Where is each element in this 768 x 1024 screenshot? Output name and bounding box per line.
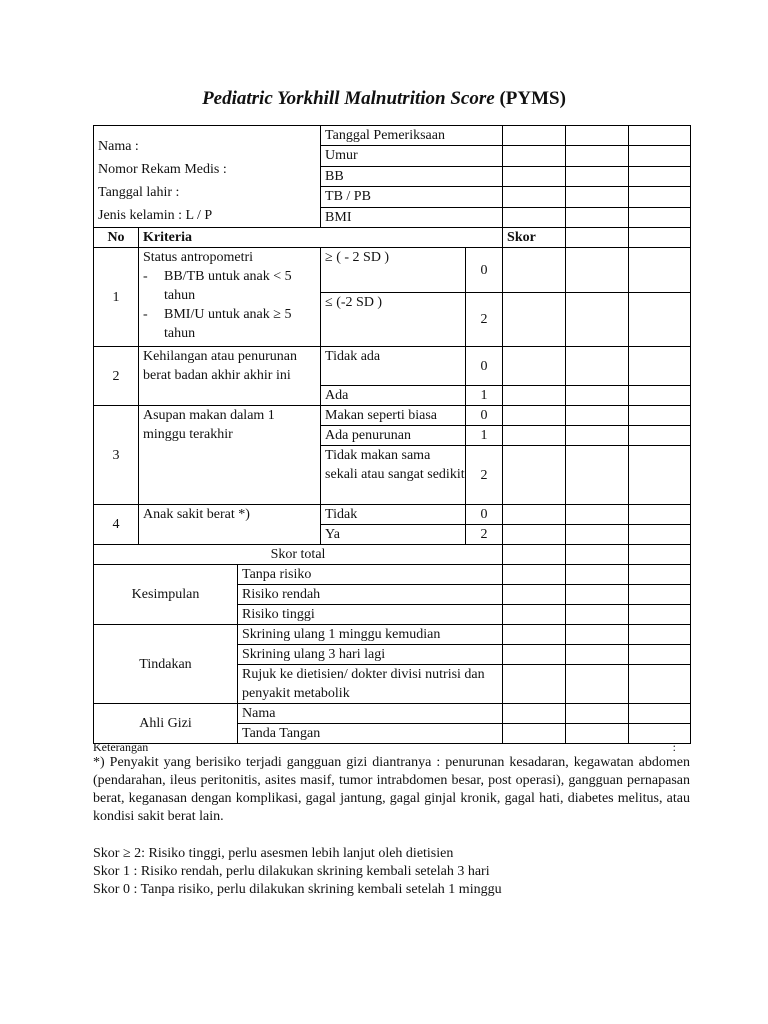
- check-cell[interactable]: [503, 665, 566, 704]
- check-cell[interactable]: [629, 605, 691, 625]
- option-label: Ada penurunan: [321, 426, 466, 446]
- ahli-gizi-label: Ahli Gizi: [94, 704, 238, 744]
- row4-criteria: Anak sakit berat *): [139, 505, 321, 545]
- label-umur: Umur: [321, 146, 503, 166]
- kesimpulan-option: Risiko rendah: [238, 585, 503, 605]
- skor-cell[interactable]: [503, 248, 566, 293]
- keterangan-colon: :: [672, 740, 676, 754]
- check-cell[interactable]: [566, 565, 629, 585]
- header-kriteria: Kriteria: [139, 228, 503, 248]
- input-cell[interactable]: [566, 187, 629, 207]
- field-nomor-rekam-medis: Nomor Rekam Medis :: [98, 162, 227, 177]
- tindakan-label: Tindakan: [94, 625, 238, 704]
- label-bb: BB: [321, 166, 503, 186]
- row3-criteria: Asupan makan dalam 1 minggu terakhir: [139, 406, 321, 505]
- skor-total-label: Skor total: [94, 545, 503, 565]
- tindakan-option: Skrining ulang 1 minggu kemudian: [238, 625, 503, 645]
- skor-cell[interactable]: [503, 293, 566, 347]
- header-blank: [629, 228, 691, 248]
- option-score: 1: [466, 386, 503, 406]
- skor-cell[interactable]: [503, 386, 566, 406]
- input-cell[interactable]: [566, 207, 629, 227]
- field-jenis-kelamin: Jenis kelamin : L / P: [98, 208, 213, 223]
- check-cell[interactable]: [503, 585, 566, 605]
- skor-cell[interactable]: [566, 386, 629, 406]
- input-cell[interactable]: [629, 207, 691, 227]
- skor-cell[interactable]: [503, 545, 566, 565]
- skor-cell[interactable]: [566, 248, 629, 293]
- form-title: [0, 88, 768, 110]
- option-score: 0: [466, 248, 503, 293]
- option-score: 2: [466, 446, 503, 505]
- input-cell[interactable]: [503, 207, 566, 227]
- skor-cell[interactable]: [629, 406, 691, 426]
- score-legend: [93, 845, 690, 899]
- sign-cell[interactable]: [503, 704, 566, 724]
- input-cell[interactable]: [629, 187, 691, 207]
- skor-cell[interactable]: [503, 406, 566, 426]
- row2-criteria: Kehilangan atau penurunan berat badan akhir akhir ini: [139, 347, 321, 406]
- skor-cell[interactable]: [566, 347, 629, 386]
- option-label: Ya: [321, 525, 466, 545]
- input-cell[interactable]: [629, 146, 691, 166]
- skor-cell[interactable]: [566, 406, 629, 426]
- label-tb-pb: TB / PB: [321, 187, 503, 207]
- field-nama: Nama :: [98, 139, 139, 154]
- skor-cell[interactable]: [629, 525, 691, 545]
- skor-cell[interactable]: [503, 446, 566, 505]
- skor-cell[interactable]: [503, 505, 566, 525]
- skor-cell[interactable]: [503, 347, 566, 386]
- option-score: 1: [466, 426, 503, 446]
- header-no: No: [94, 228, 139, 248]
- ahli-gizi-field: Tanda Tangan: [238, 724, 503, 744]
- input-cell[interactable]: [629, 166, 691, 186]
- keterangan-label: Keterangan: [93, 740, 149, 754]
- skor-cell[interactable]: [566, 293, 629, 347]
- option-score: 2: [466, 525, 503, 545]
- skor-cell[interactable]: [566, 426, 629, 446]
- row1-number: 1: [94, 248, 139, 347]
- check-cell[interactable]: [503, 565, 566, 585]
- option-label: Makan seperti biasa: [321, 406, 466, 426]
- check-cell[interactable]: [566, 605, 629, 625]
- row1-criteria: [139, 248, 321, 347]
- check-cell[interactable]: [503, 645, 566, 665]
- row1-item: - BMI/U untuk anak ≥ 5 tahun: [143, 307, 292, 341]
- patient-identity[interactable]: [94, 126, 321, 228]
- check-cell[interactable]: [629, 625, 691, 645]
- row3-number: 3: [94, 406, 139, 505]
- skor-cell[interactable]: [629, 347, 691, 386]
- header-blank: [566, 228, 629, 248]
- tindakan-option: Skrining ulang 3 hari lagi: [238, 645, 503, 665]
- input-cell[interactable]: [503, 146, 566, 166]
- check-cell[interactable]: [629, 565, 691, 585]
- option-label: ≥ ( - 2 SD ): [321, 248, 466, 293]
- input-cell[interactable]: [503, 126, 566, 146]
- row4-number: 4: [94, 505, 139, 545]
- skor-cell[interactable]: [629, 386, 691, 406]
- kesimpulan-option: Risiko tinggi: [238, 605, 503, 625]
- check-cell[interactable]: [629, 585, 691, 605]
- skor-cell[interactable]: [503, 525, 566, 545]
- check-cell[interactable]: [566, 625, 629, 645]
- check-cell[interactable]: [503, 625, 566, 645]
- option-label: Tidak: [321, 505, 466, 525]
- skor-cell[interactable]: [566, 545, 629, 565]
- option-label: ≤ (-2 SD ): [321, 293, 466, 347]
- skor-cell[interactable]: [503, 426, 566, 446]
- header-skor: Skor: [503, 228, 566, 248]
- input-cell[interactable]: [503, 187, 566, 207]
- footnote-text: *) Penyakit yang berisiko terjadi gangguan gizi diantranya : penurunan kesadaran, kegawatan abdomen (pendarahan, ileus peritonitis, asites masif, tumor intrabdomen besar, post operasi), gangguan pernapasan berat, keganasan dengan komplikasi, gagal jantung, gagal ginjal kronik, gagal hati, diabetes melitus, atau kondisi sakit berat lain.: [93, 755, 690, 824]
- option-score: 2: [466, 293, 503, 347]
- option-score: 0: [466, 406, 503, 426]
- input-cell[interactable]: [629, 126, 691, 146]
- notes-section: [93, 740, 690, 899]
- check-cell[interactable]: [566, 645, 629, 665]
- input-cell[interactable]: [503, 166, 566, 186]
- title-italic: Pediatric Yorkhill Malnutrition Score: [202, 88, 495, 109]
- option-score: 0: [466, 505, 503, 525]
- skor-cell[interactable]: [629, 293, 691, 347]
- sign-cell[interactable]: [629, 704, 691, 724]
- label-bmi: BMI: [321, 207, 503, 227]
- skor-cell[interactable]: [629, 545, 691, 565]
- score-legend-line: Skor ≥ 2: Risiko tinggi, perlu asesmen lebih lanjut oleh dietisien: [93, 846, 454, 861]
- option-label: Tidak makan sama sekali atau sangat sedikit: [321, 446, 466, 505]
- dash-bullet: -: [143, 307, 148, 322]
- kesimpulan-label: Kesimpulan: [94, 565, 238, 625]
- input-cell[interactable]: [566, 146, 629, 166]
- check-cell[interactable]: [503, 605, 566, 625]
- score-legend-line: Skor 1 : Risiko rendah, perlu dilakukan skrining kembali setelah 3 hari: [93, 864, 490, 879]
- option-score: 0: [466, 347, 503, 386]
- field-tanggal-lahir: Tanggal lahir :: [98, 185, 180, 200]
- check-cell[interactable]: [629, 645, 691, 665]
- skor-cell[interactable]: [629, 248, 691, 293]
- option-label: Ada: [321, 386, 466, 406]
- skor-cell[interactable]: [566, 505, 629, 525]
- option-label: Tidak ada: [321, 347, 466, 386]
- row1-items: [143, 267, 320, 343]
- skor-cell[interactable]: [629, 426, 691, 446]
- tindakan-option: Rujuk ke dietisien/ dokter divisi nutrisi dan penyakit metabolik: [238, 665, 503, 704]
- skor-cell[interactable]: [629, 446, 691, 505]
- check-cell[interactable]: [566, 665, 629, 704]
- pyms-table: [93, 125, 691, 744]
- score-legend-line: Skor 0 : Tanpa risiko, perlu dilakukan skrining kembali setelah 1 minggu: [93, 882, 502, 897]
- dash-bullet: -: [143, 269, 148, 284]
- kesimpulan-option: Tanpa risiko: [238, 565, 503, 585]
- keterangan-line: [93, 740, 690, 754]
- skor-cell[interactable]: [629, 505, 691, 525]
- row1-item: - BB/TB untuk anak < 5 tahun: [143, 269, 292, 303]
- row1-title: Status antropometri: [143, 250, 254, 265]
- ahli-gizi-field: Nama: [238, 704, 503, 724]
- row2-number: 2: [94, 347, 139, 406]
- check-cell[interactable]: [566, 585, 629, 605]
- skor-cell[interactable]: [566, 525, 629, 545]
- label-tanggal-pemeriksaan: Tanggal Pemeriksaan: [321, 126, 503, 146]
- skor-cell[interactable]: [566, 446, 629, 505]
- input-cell[interactable]: [566, 126, 629, 146]
- title-suffix: (PYMS): [494, 88, 566, 109]
- sign-cell[interactable]: [566, 704, 629, 724]
- check-cell[interactable]: [629, 665, 691, 704]
- input-cell[interactable]: [566, 166, 629, 186]
